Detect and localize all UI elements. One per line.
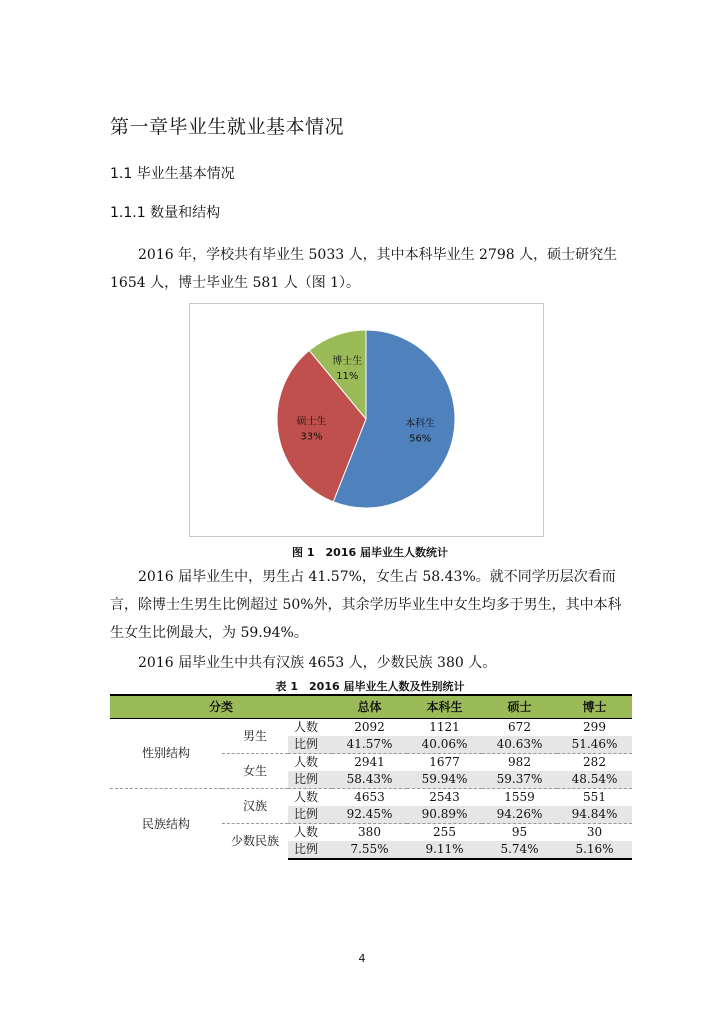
cell: 551 — [557, 789, 632, 807]
slice-label: 博士生 — [332, 356, 363, 368]
pie-chart — [190, 304, 543, 536]
paragraph-ethnicity: 2016 届毕业生中共有汉族 4653 人，少数民族 380 人。 — [138, 655, 497, 671]
cell: 95 — [482, 824, 557, 842]
cell: 48.54% — [557, 771, 632, 789]
header-doctor: 博士 — [557, 695, 632, 719]
row-label: 比例 — [288, 736, 332, 754]
slice-value-label: 56% — [409, 433, 432, 445]
cell: 51.46% — [557, 736, 632, 754]
row-label: 人数 — [294, 720, 319, 734]
subgroup-label: 男生 — [242, 728, 267, 743]
cell: 299 — [583, 720, 606, 734]
table-caption: 表 1 2016 届毕业生人数及性别统计 — [275, 680, 465, 693]
cell: 9.11% — [407, 841, 482, 859]
group-label: 民族结构 — [110, 789, 222, 860]
cell: 7.55% — [332, 841, 407, 859]
cell: 92.45% — [332, 806, 407, 824]
cell: 5.74% — [482, 841, 557, 859]
cell: 59.94% — [407, 771, 482, 789]
pie-chart-box — [189, 303, 544, 537]
slice-value-label: 33% — [300, 431, 323, 443]
cell: 1121 — [429, 720, 460, 734]
header-undergrad: 本科生 — [407, 695, 482, 719]
subgroup-label: 女生 — [222, 754, 288, 789]
table-row — [110, 719, 632, 737]
header-category: 分类 — [110, 695, 332, 719]
subgroup-label: 汉族 — [222, 789, 288, 824]
cell: 94.26% — [482, 806, 557, 824]
header-total: 总体 — [332, 695, 407, 719]
row-label: 比例 — [288, 806, 332, 824]
cell: 90.89% — [407, 806, 482, 824]
cell: 30 — [557, 824, 632, 842]
cell: 59.37% — [482, 771, 557, 789]
header-master: 硕士 — [482, 695, 557, 719]
cell: 40.63% — [482, 736, 557, 754]
cell: 2543 — [407, 789, 482, 807]
table-row — [110, 789, 632, 807]
cell: 1559 — [482, 789, 557, 807]
row-label: 人数 — [288, 824, 332, 842]
cell: 1677 — [407, 754, 482, 772]
row-label: 人数 — [288, 754, 332, 772]
cell: 94.84% — [557, 806, 632, 824]
cell: 4653 — [332, 789, 407, 807]
paragraph-gender: 2016 届毕业生中，男生占 41.57%，女生占 58.43%。就不同学历层次看而言，除博士生男生比例超过 50%外，其余学历毕业生中女生均多于男生，其中本科生女生比例最大，为 59.94%。 — [110, 569, 622, 641]
group-label: 性别结构 — [141, 746, 190, 760]
cell: 58.43% — [332, 771, 407, 789]
slice-label: 本科生 — [405, 418, 436, 430]
graduate-stats-table — [110, 694, 632, 860]
cell: 982 — [482, 754, 557, 772]
cell: 672 — [508, 720, 531, 734]
cell: 2941 — [332, 754, 407, 772]
cell: 5.16% — [557, 841, 632, 859]
slice-value-label: 11% — [336, 371, 359, 383]
cell: 40.06% — [407, 736, 482, 754]
cell: 41.57% — [332, 736, 407, 754]
subgroup-label: 少数民族 — [222, 824, 288, 860]
section-title: 1.1 毕业生基本情况 — [110, 166, 235, 182]
row-label: 比例 — [288, 771, 332, 789]
cell: 282 — [557, 754, 632, 772]
paragraph-graduate-count: 2016 年，学校共有毕业生 5033 人，其中本科毕业生 2798 人，硕士研究生 1654 人，博士毕业生 581 人（图 1）。 — [110, 247, 618, 291]
table-header-row — [110, 695, 632, 719]
subsection-title: 1.1.1 数量和结构 — [110, 205, 221, 221]
cell: 2092 — [354, 720, 385, 734]
cell: 255 — [407, 824, 482, 842]
figure-caption: 图 1 2016 届毕业生人数统计 — [292, 546, 448, 559]
cell: 380 — [332, 824, 407, 842]
page-number: 4 — [358, 952, 366, 965]
slice-label: 硕士生 — [296, 416, 327, 428]
chapter-title: 第一章毕业生就业基本情况 — [110, 116, 345, 138]
row-label: 人数 — [288, 789, 332, 807]
row-label: 比例 — [288, 841, 332, 859]
